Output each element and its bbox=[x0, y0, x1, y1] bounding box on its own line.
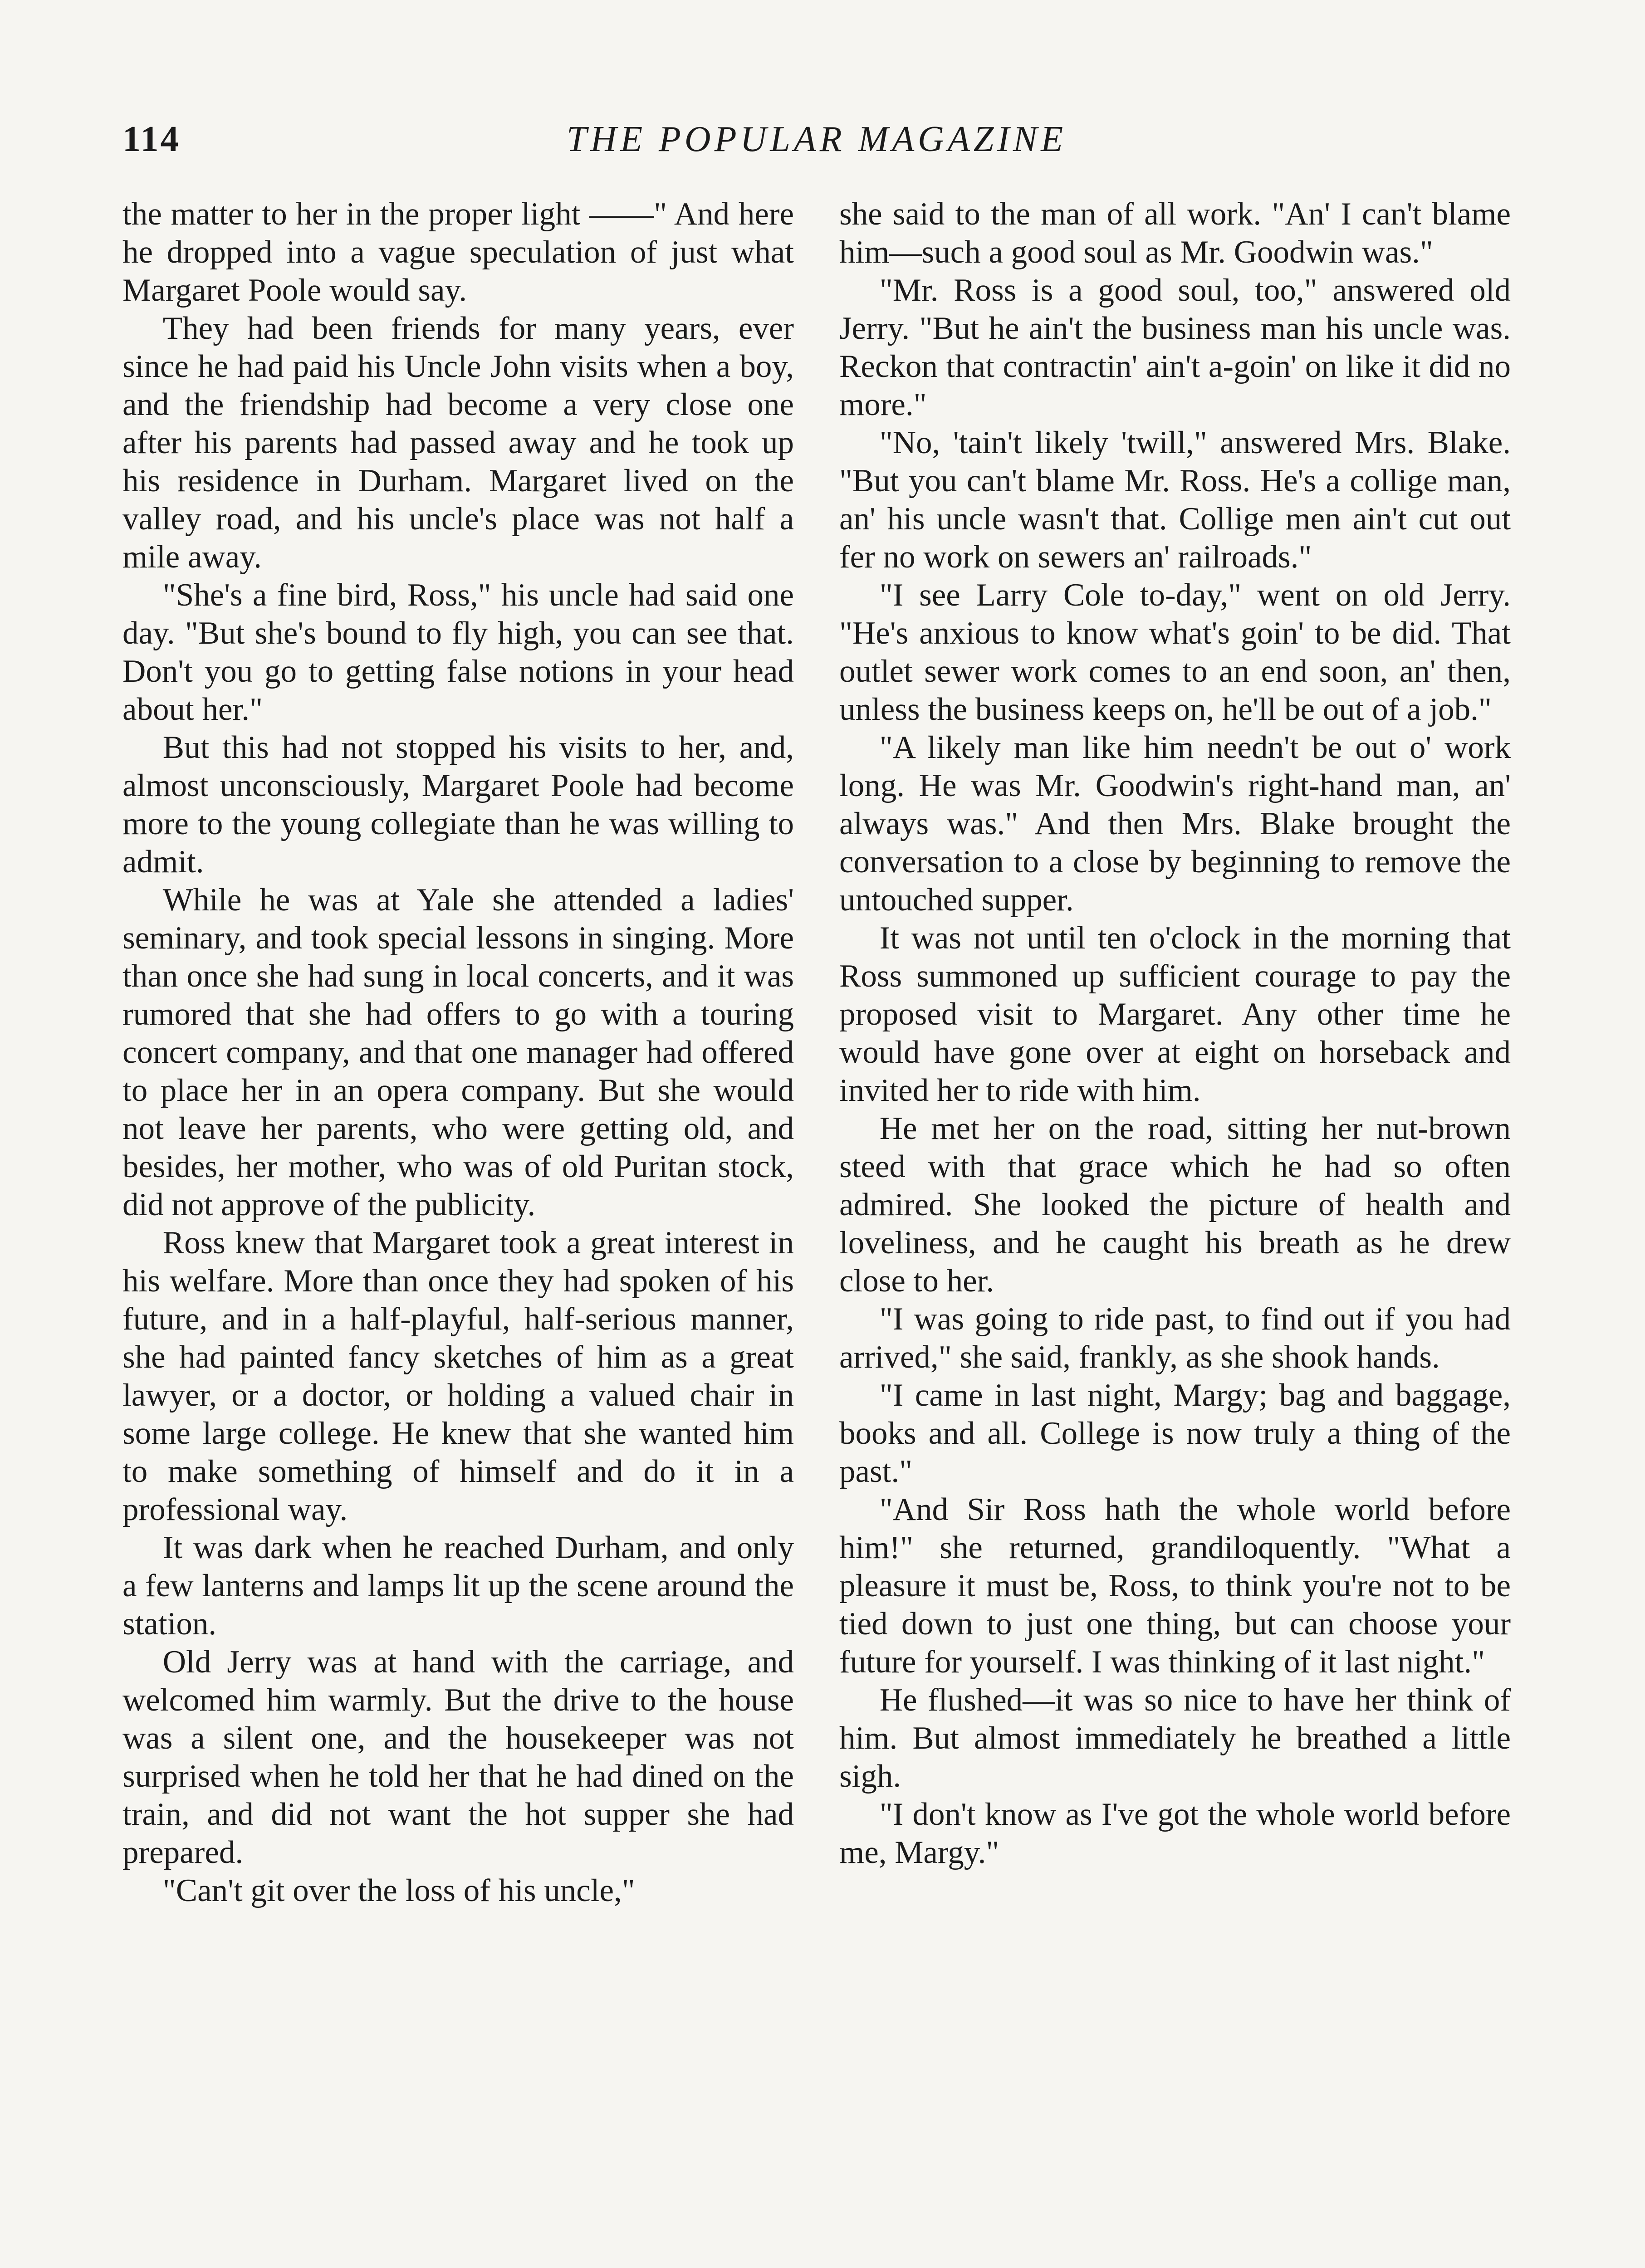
right-column bbox=[839, 195, 1511, 2268]
paragraph: "She's a fine bird, Ross," his uncle had said one day. "But she's bound to fly high, you can see that. Don't you go to getting false notions in your head about her." bbox=[122, 577, 794, 727]
paragraph: "I don't know as I've got the whole world before me, Margy." bbox=[839, 1797, 1511, 1870]
paragraph: "And Sir Ross hath the whole world before him!" she returned, grandiloquently. "What a pleasure it must be, Ross, to think you're not to be tied down to just one thing, but can choose your future for yourself. I was thinking of it last night." bbox=[839, 1492, 1511, 1680]
paragraph: "Can't git over the loss of his uncle," bbox=[162, 1873, 635, 1908]
paragraph: While he was at Yale she attended a ladies' seminary, and took special lessons in singing. More than once she had sung in local concerts, and it was rumored that she had offers to go with a touring concert company, and that one manager had offered to place her in an opera company. But she would not leave her parents, who were getting old, and besides, her mother, who was of old Puritan stock, did not approve of the publicity. bbox=[122, 882, 794, 1222]
paragraph: He met her on the road, sitting her nut-brown steed with that grace which he had so often admired. She looked the picture of health and loveliness, and he caught his breath as he drew close to her. bbox=[839, 1111, 1511, 1299]
paragraph: Ross knew that Margaret took a great interest in his welfare. More than once they had spoken of his future, and in a half-playful, half-serious manner, she had painted fancy sketches of him as a great lawyer, or a doctor, or holding a valued chair in some large college. He knew that she wanted him to make something of himself and do it in a professional way. bbox=[122, 1225, 794, 1527]
paragraph: "I came in last night, Margy; bag and baggage, books and all. College is now truly a thing of the past." bbox=[839, 1378, 1511, 1489]
left-column bbox=[122, 195, 794, 2268]
page-header bbox=[122, 119, 1511, 169]
paragraph: "I see Larry Cole to-day," went on old Jerry. "He's anxious to know what's goin' to be did. That outlet sewer work comes to an end soon, an' then, unless the business keeps on, he'll be out of a job." bbox=[839, 577, 1511, 727]
paragraph: They had been friends for many years, ever since he had paid his Uncle John visits when a boy, and the friendship had become a very close one after his parents had passed away and he took up his residence in Durham. Margaret lived on the valley road, and his uncle's place was not half a mile away. bbox=[122, 311, 794, 575]
paragraph: It was dark when he reached Durham, and only a few lanterns and lamps lit up the scene around the station. bbox=[122, 1530, 794, 1642]
paragraph: she said to the man of all work. "An' I can't blame him—such a good soul as Mr. Goodwin was." bbox=[839, 196, 1511, 270]
paragraph: "Mr. Ross is a good soul, too," answered old Jerry. "But he ain't the business man his uncle was. Reckon that contractin' ain't a-goin' on like it did no more." bbox=[839, 273, 1511, 422]
paragraph: the matter to her in the proper light ——" And here he dropped into a vague speculation of just what Margaret Poole would say. bbox=[122, 196, 794, 308]
running-title: THE POPULAR MAGAZINE bbox=[566, 119, 1067, 159]
paragraph: "I was going to ride past, to find out if you had arrived," she said, frankly, as she shook hands. bbox=[839, 1301, 1511, 1375]
paragraph: It was not until ten o'clock in the morning that Ross summoned up sufficient courage to pay the proposed visit to Margaret. Any other time he would have gone over at eight on horseback and invited her to ride with him. bbox=[839, 920, 1511, 1108]
paragraph: Old Jerry was at hand with the carriage, and welcomed him warmly. But the drive to the house was a silent one, and the housekeeper was not surprised when he told her that he had dined on the train, and did not want the hot supper she had prepared. bbox=[122, 1644, 794, 1870]
paragraph: "A likely man like him needn't be out o' work long. He was Mr. Goodwin's right-hand man, an' always was." And then Mrs. Blake brought the conversation to a close by beginning to remove the untouched supper. bbox=[839, 730, 1511, 918]
paragraph: He flushed—it was so nice to have her think of him. But almost immediately he breathed a little sigh. bbox=[839, 1682, 1511, 1794]
paragraph: "No, 'tain't likely 'twill," answered Mrs. Blake. "But you can't blame Mr. Ross. He's a collige man, an' his uncle wasn't that. Collige men ain't cut out fer no work on sewers an' railroads." bbox=[839, 425, 1511, 575]
page-number: 114 bbox=[122, 119, 181, 159]
paragraph: But this had not stopped his visits to her, and, almost unconsciously, Margaret Poole had become more to the young collegiate than he was willing to admit. bbox=[122, 730, 794, 880]
